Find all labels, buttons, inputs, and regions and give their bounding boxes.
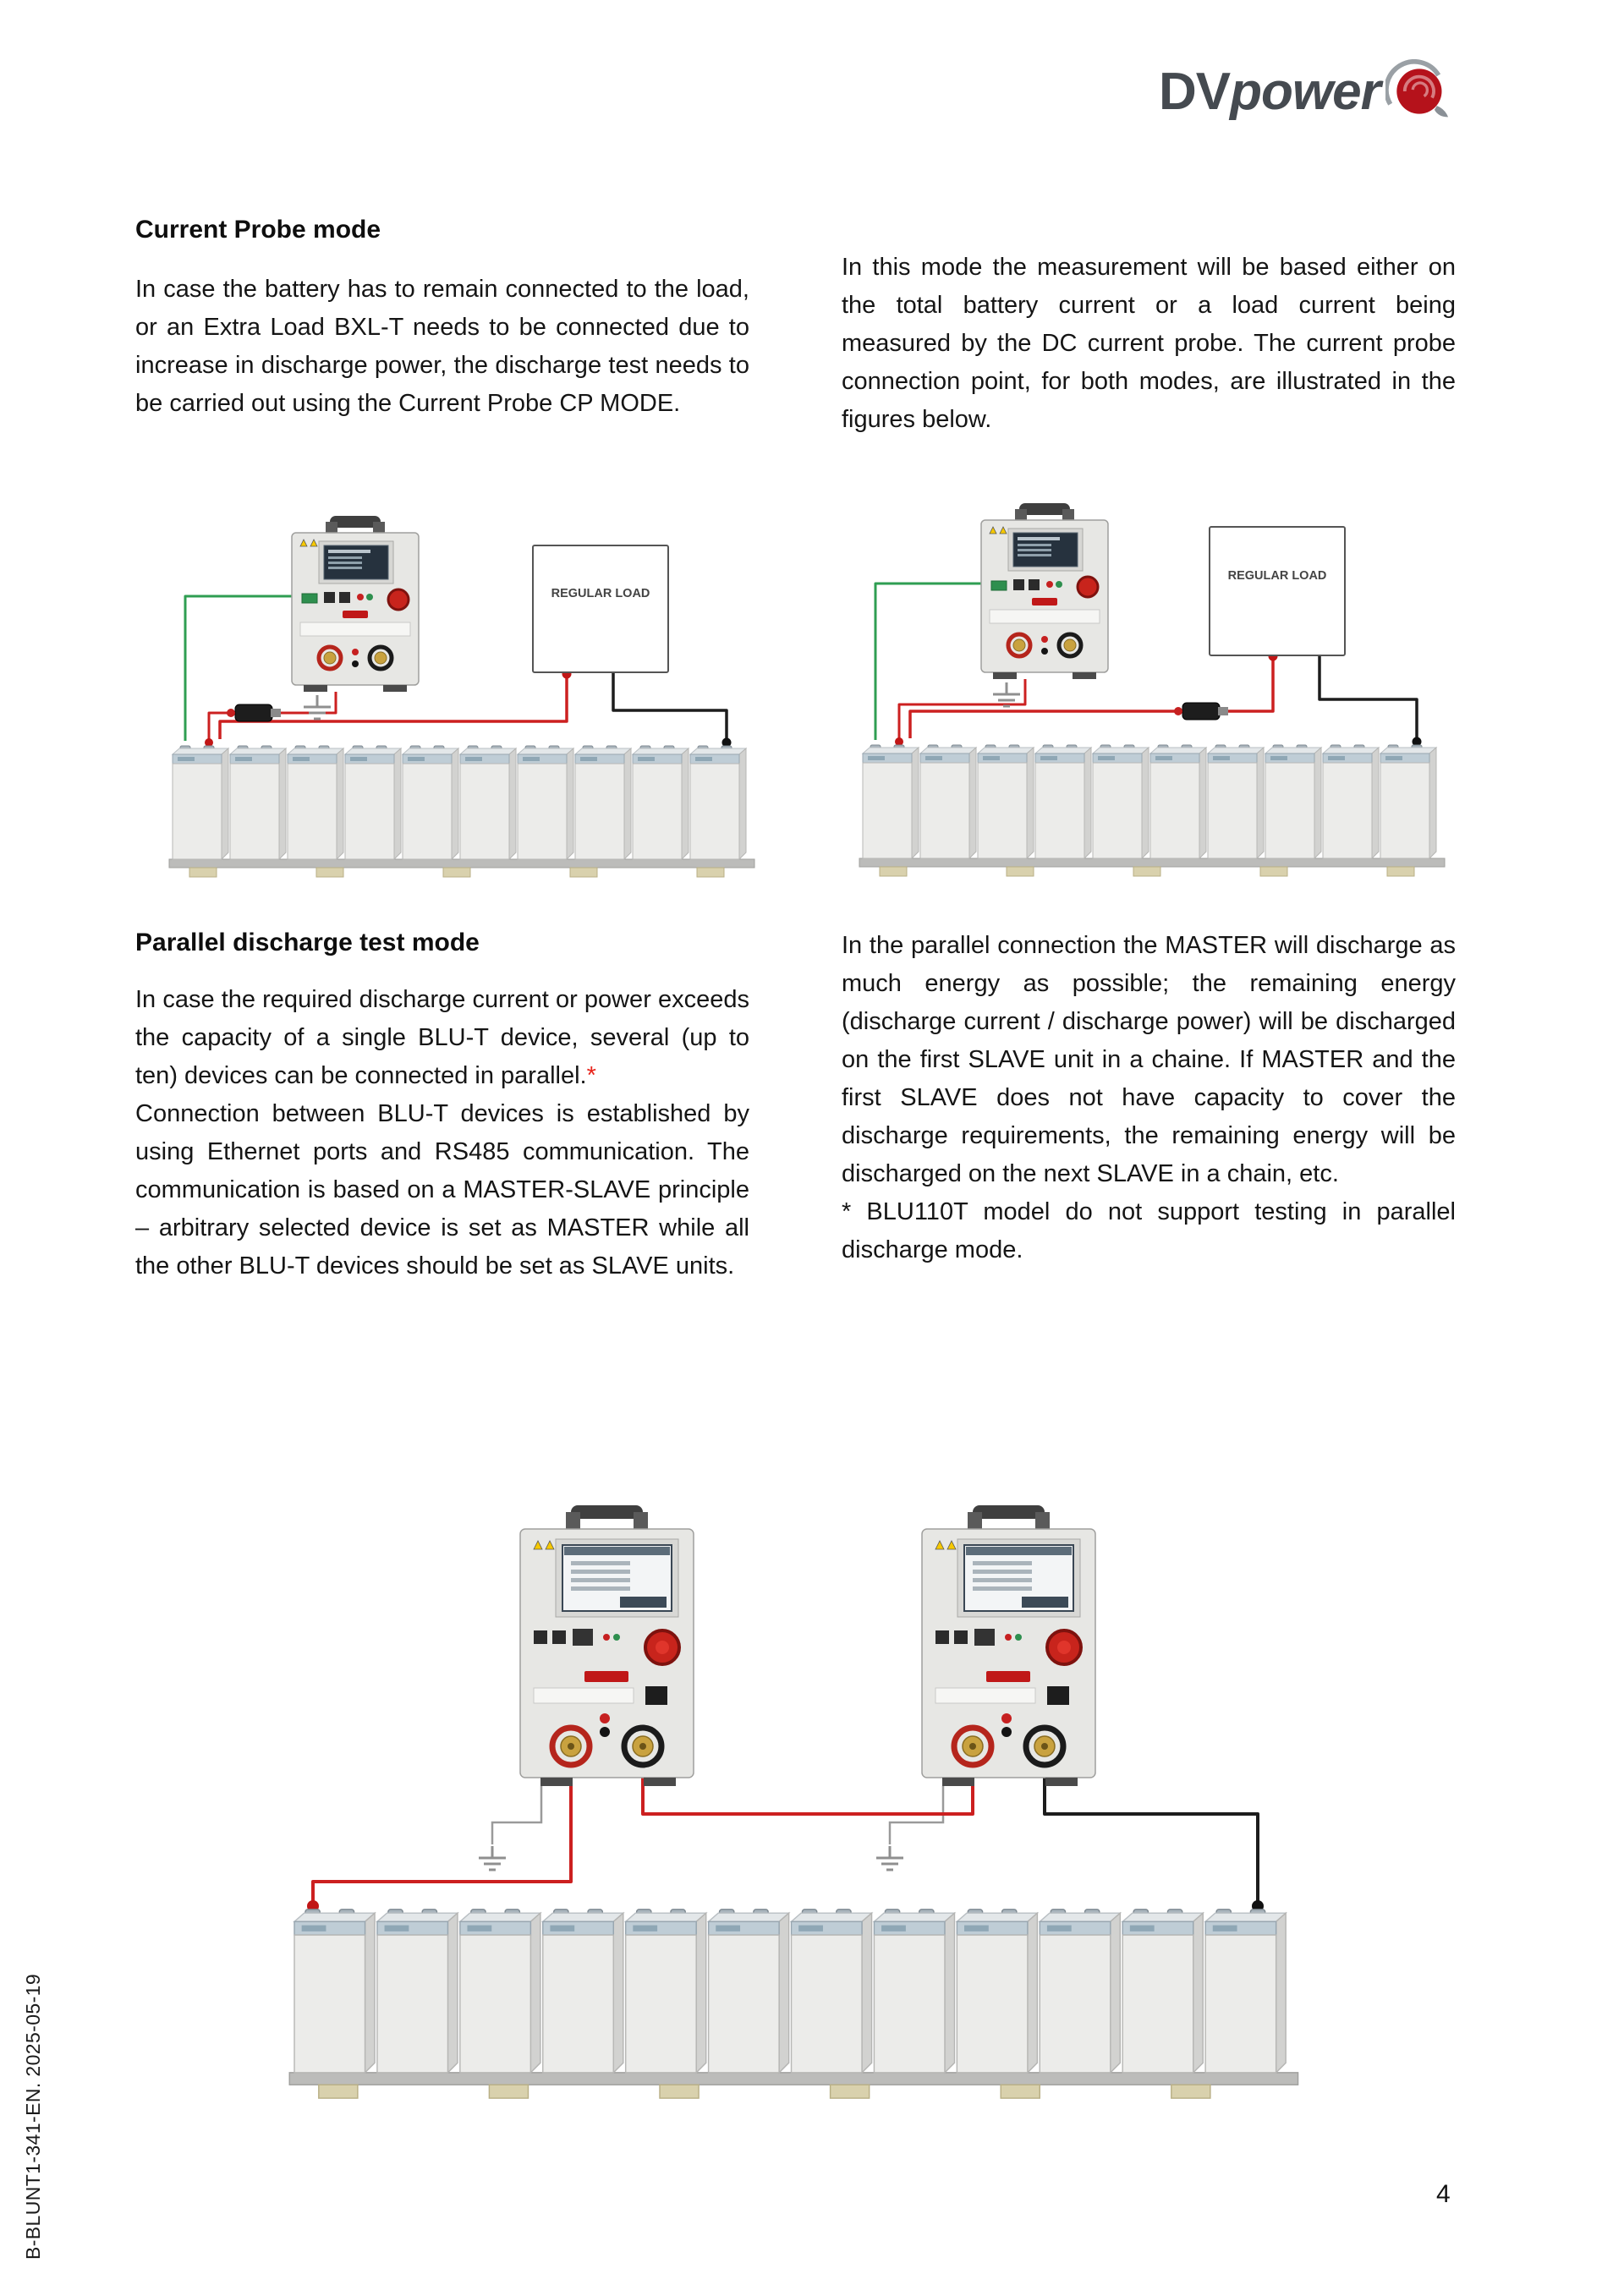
current-probe-heading: Current Probe mode: [135, 216, 381, 244]
regular-load-label: REGULAR LOAD: [1227, 569, 1327, 583]
current-probe-clamp-icon: [227, 704, 281, 721]
current-probe-left-paragraph: In case the battery has to remain connected to the load, or an Extra Load BXL-T needs to be connected due to increase in discharge power, the discharge test needs to be carried out using the Current Probe CP MODE.: [135, 276, 749, 417]
figure-cp-mode-battery-probe: [127, 507, 770, 892]
logo-text-dv: DV: [1159, 62, 1231, 121]
ground-lead-left: [492, 1786, 541, 1844]
figure-cp-mode-load-probe: [846, 495, 1489, 892]
figure-parallel-discharge: [279, 1484, 1345, 2135]
regular-load-label: REGULAR LOAD: [551, 587, 650, 600]
battery-string: [289, 1910, 1298, 2098]
current-probe-clamp-icon: [1174, 703, 1228, 720]
ground-icon: [993, 682, 1020, 706]
regular-load-box: [1210, 527, 1345, 655]
battery-string: [169, 746, 754, 877]
black-load-cable: [1320, 655, 1422, 747]
battery-string: [859, 745, 1445, 876]
page-number: 4: [1436, 2180, 1451, 2208]
paragraph-text: In case the required discharge current or power exceeds the capacity of a single BLU-T device, several (up to ten) devices can be connected in parallel.: [135, 986, 749, 1089]
regular-load-box: [533, 545, 668, 672]
document-id-vertical: B-BLUNT1-341-EN. 2025-05-19: [22, 1973, 44, 2260]
ground-icon: [479, 1846, 506, 1870]
parallel-right-paragraph: In the parallel connection the MASTER will discharge as much energy as possible; the remaining energy (discharge current / discharge power) will be discharged on the first SLAVE unit in a chaine. If MASTER and the first SLAVE does not have capacity to cover the discharge requirements, the remaining energy will be discharged on the next SLAVE in a chain, etc.: [842, 932, 1456, 1187]
parallel-heading: Parallel discharge test mode: [135, 929, 480, 956]
blu-t-master-device-illustration: [520, 1505, 694, 1786]
footnote-asterisk: *: [586, 1062, 596, 1089]
parallel-left-column: [135, 981, 749, 1285]
parallel-right-column: [842, 927, 1456, 1269]
ground-icon: [876, 1846, 903, 1870]
parallel-left-paragraph-1: [135, 981, 749, 1095]
ground-icon: [304, 695, 331, 719]
blu-t-device-illustration: [292, 516, 419, 692]
blu-t-slave-device-illustration: [922, 1505, 1095, 1786]
parallel-left-paragraph-2: Connection between BLU-T devices is established by using Ethernet ports and RS485 communication. The communication is based on a MASTER-SLAVE principle – arbitrary selected device is set as MASTER while all the other BLU-T devices should be set as SLAVE units.: [135, 1100, 749, 1280]
green-sense-wire: [875, 584, 981, 740]
blu-t-device-illustration: [981, 503, 1108, 679]
dvpower-logo: [1159, 58, 1450, 125]
black-load-cable: [613, 672, 732, 748]
current-probe-right-paragraph: In this mode the measurement will be based either on the total battery current or a load current being measured by the DC current probe. The current probe connection point, for both modes, are illustrated in the figures below.: [842, 254, 1456, 433]
dvpower-rose-icon: [1385, 59, 1450, 123]
parallel-red-note: * BLU110T model do not support testing in parallel discharge mode.: [842, 1198, 1456, 1263]
logo-text-power: power: [1230, 62, 1380, 121]
